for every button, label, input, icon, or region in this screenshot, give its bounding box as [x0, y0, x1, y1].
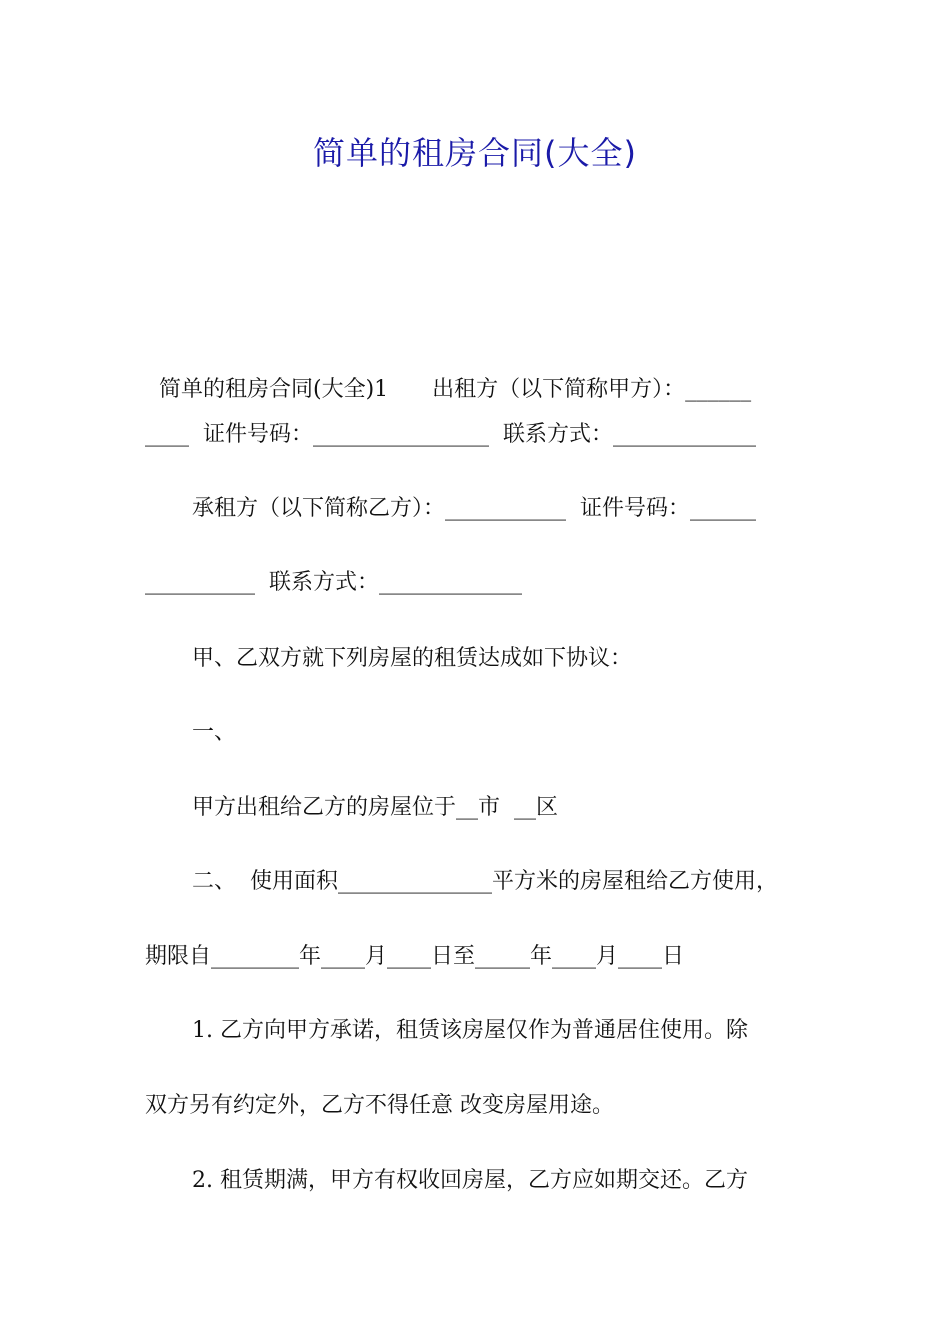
paragraph-line: 承租方（以下简称乙方）：___________ 证件号码：______: [192, 496, 756, 521]
paragraph-line: 2. 租赁期满，甲方有权收回房屋，乙方应如期交还。乙方: [192, 1168, 748, 1193]
paragraph-line: 1. 乙方向甲方承诺，租赁该房屋仅作为普通居住使用。除: [192, 1018, 748, 1043]
paragraph-line: 甲方出租给乙方的房屋位于__市 __区: [192, 795, 558, 820]
paragraph-line: 二、 使用面积______________平方米的房屋租给乙方使用，: [192, 869, 778, 894]
paragraph-line: 双方另有约定外，乙方不得任意 改变房屋用途。: [145, 1093, 614, 1118]
paragraph-line: __________ 联系方式：_____________: [145, 570, 522, 595]
paragraph-line: [145, 345, 751, 405]
section-heading: 一、: [192, 720, 237, 745]
paragraph-line: 期限自________年____月____日至_____年____月____日: [145, 944, 685, 969]
paragraph-line: ____ 证件号码：________________ 联系方式：_____________: [145, 422, 756, 447]
lessor-field-label: 出租方（以下简称甲方）：______: [432, 377, 752, 402]
document-subtitle: 简单的租房合同(大全)1: [159, 377, 389, 402]
paragraph-line: 甲、乙双方就下列房屋的租赁达成如下协议：: [192, 646, 633, 671]
document-title: 简单的租房合同(大全): [313, 134, 637, 172]
